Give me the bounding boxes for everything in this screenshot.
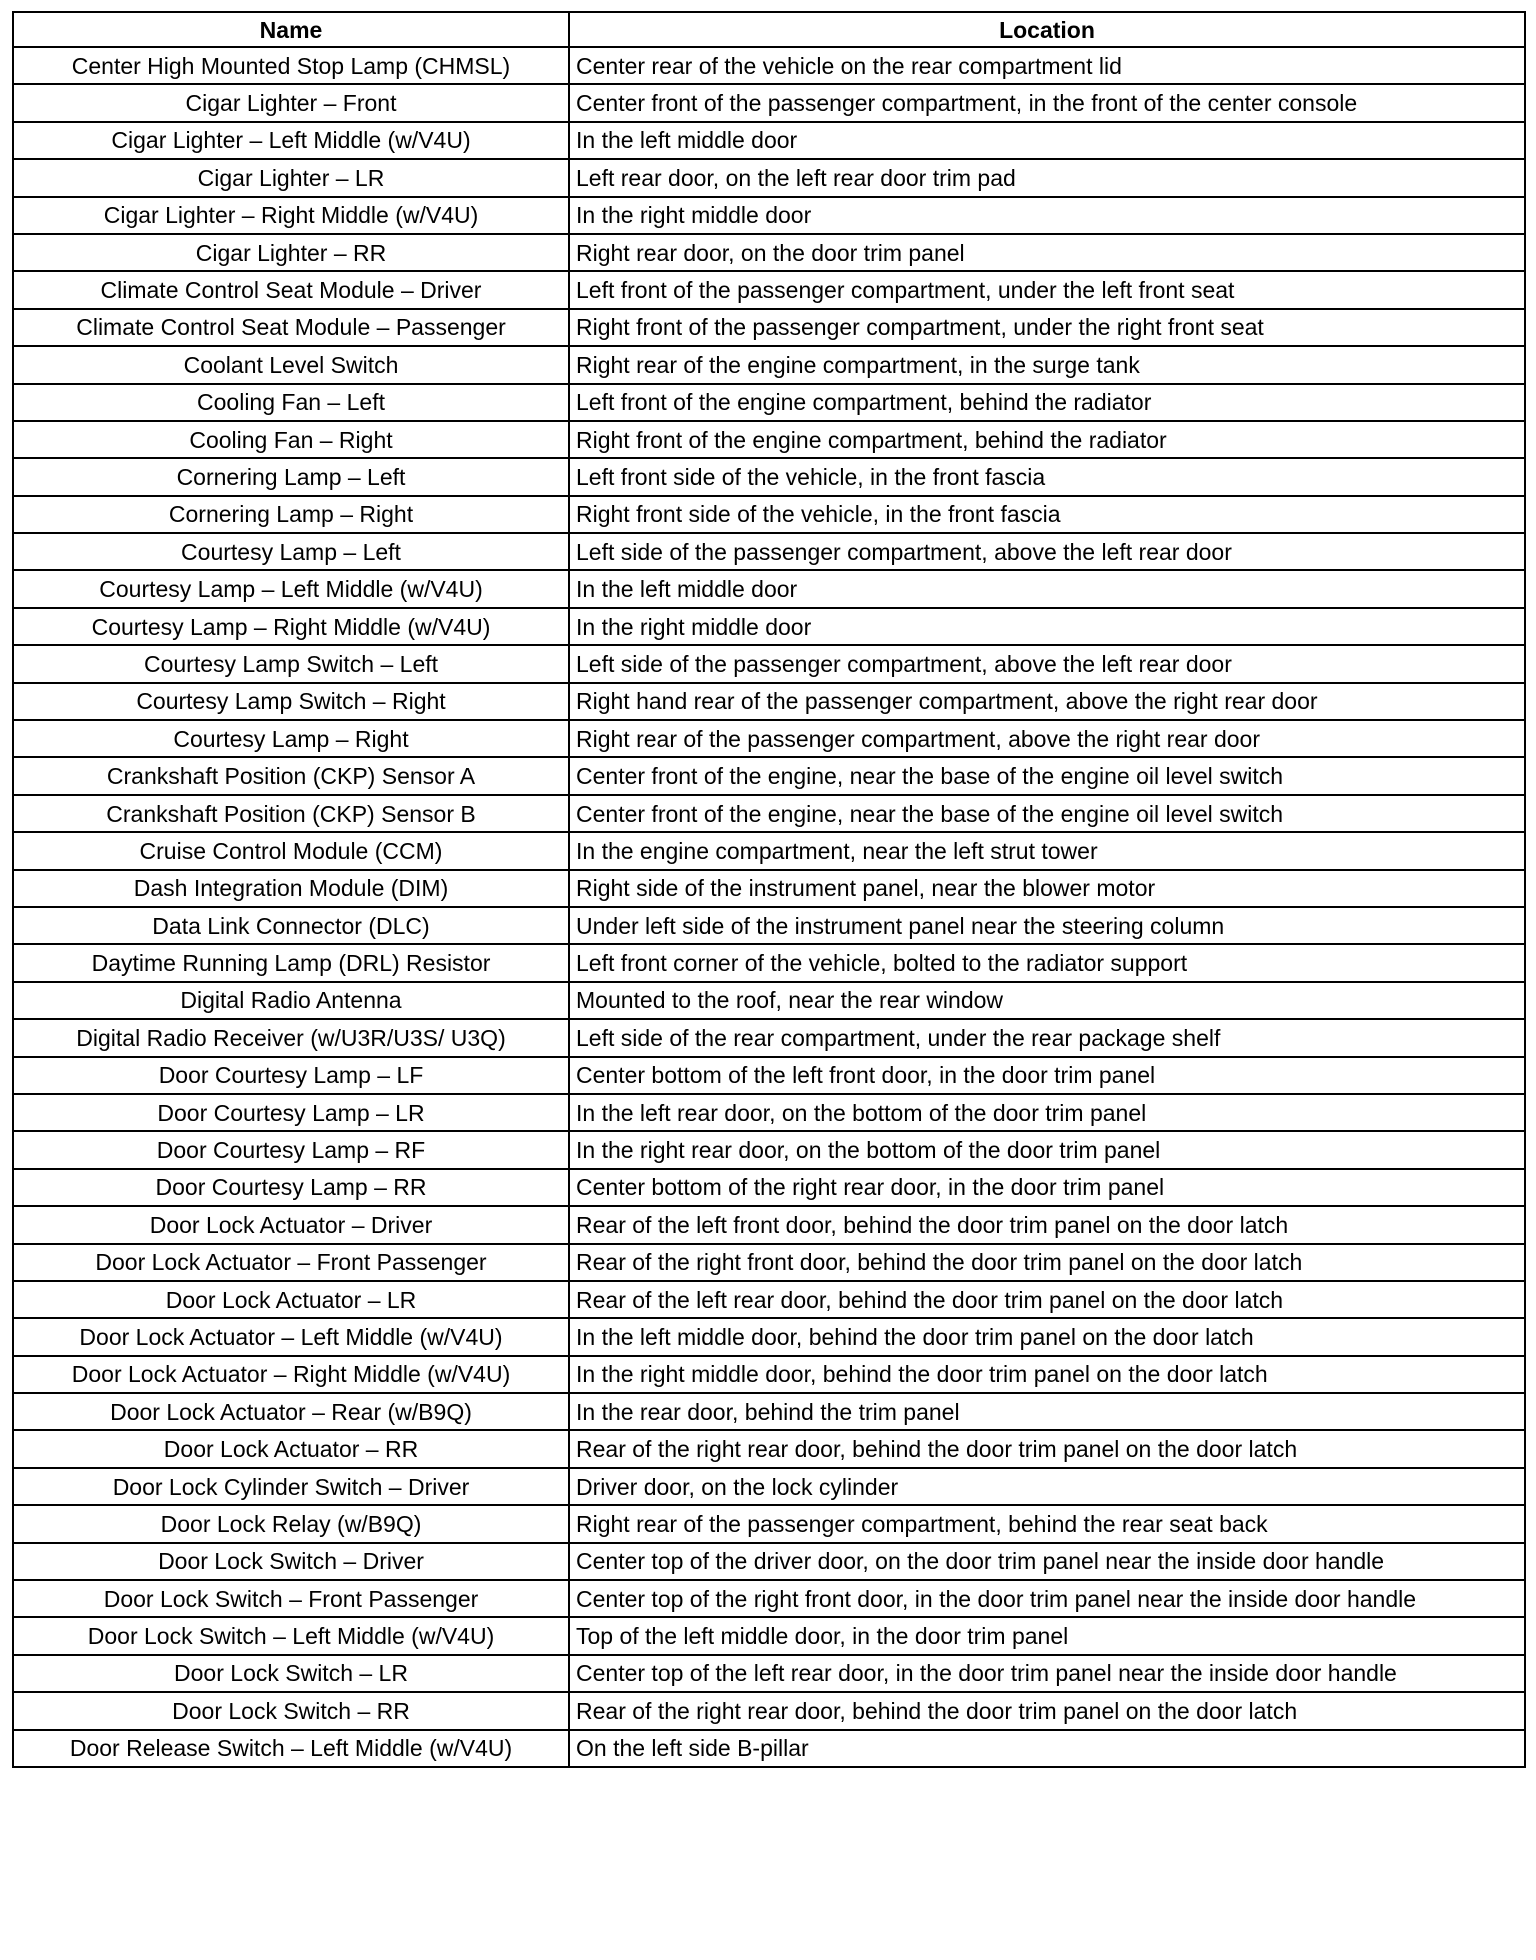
component-location-cell: Left front of the engine compartment, behind the radiator — [569, 384, 1525, 421]
component-location-cell: Rear of the left front door, behind the door trim panel on the door latch — [569, 1206, 1525, 1243]
table-row — [13, 1543, 1525, 1580]
component-name-cell: Door Courtesy Lamp – LF — [13, 1057, 569, 1094]
table-row — [13, 870, 1525, 907]
component-location-cell: In the right middle door — [569, 197, 1525, 234]
component-location-cell: Right front of the passenger compartment, under the right front seat — [569, 309, 1525, 346]
table-row — [13, 757, 1525, 794]
table-row — [13, 309, 1525, 346]
table-row — [13, 84, 1525, 121]
component-location-cell: In the rear door, behind the trim panel — [569, 1393, 1525, 1430]
component-name-cell: Cigar Lighter – Front — [13, 84, 569, 121]
component-location-cell: Rear of the right rear door, behind the door trim panel on the door latch — [569, 1430, 1525, 1467]
component-location-cell: Center top of the driver door, on the door trim panel near the inside door handle — [569, 1543, 1525, 1580]
header-name: Name — [13, 12, 569, 47]
table-row — [13, 1655, 1525, 1692]
component-location-cell: Right rear of the engine compartment, in the surge tank — [569, 346, 1525, 383]
table-row — [13, 496, 1525, 533]
component-location-cell: Right front of the engine compartment, behind the radiator — [569, 421, 1525, 458]
component-location-cell: Under left side of the instrument panel near the steering column — [569, 907, 1525, 944]
table-row — [13, 1468, 1525, 1505]
table-header — [13, 12, 1525, 47]
component-location-cell: Right rear of the passenger compartment, behind the rear seat back — [569, 1505, 1525, 1542]
table-row — [13, 1019, 1525, 1056]
component-name-cell: Cruise Control Module (CCM) — [13, 832, 569, 869]
component-location-cell: Left side of the rear compartment, under the rear package shelf — [569, 1019, 1525, 1056]
table-row — [13, 159, 1525, 196]
table-row — [13, 1318, 1525, 1355]
component-location-cell: In the left rear door, on the bottom of the door trim panel — [569, 1094, 1525, 1131]
component-location-cell: In the right middle door — [569, 608, 1525, 645]
component-location-cell: Rear of the right rear door, behind the door trim panel on the door latch — [569, 1692, 1525, 1729]
component-location-cell: In the right middle door, behind the door trim panel on the door latch — [569, 1356, 1525, 1393]
component-name-cell: Door Lock Actuator – Driver — [13, 1206, 569, 1243]
table-row — [13, 1244, 1525, 1281]
component-location-cell: Right rear of the passenger compartment, above the right rear door — [569, 720, 1525, 757]
table-row — [13, 1505, 1525, 1542]
component-location-cell: Center top of the left rear door, in the door trim panel near the inside door handle — [569, 1655, 1525, 1692]
component-location-cell: Top of the left middle door, in the door trim panel — [569, 1617, 1525, 1654]
component-name-cell: Cooling Fan – Left — [13, 384, 569, 421]
component-location-cell: Mounted to the roof, near the rear window — [569, 982, 1525, 1019]
component-name-cell: Door Lock Switch – Front Passenger — [13, 1580, 569, 1617]
component-name-cell: Door Courtesy Lamp – LR — [13, 1094, 569, 1131]
component-locator-sheet — [12, 11, 1524, 1768]
component-location-cell: Left side of the passenger compartment, above the left rear door — [569, 533, 1525, 570]
component-name-cell: Door Courtesy Lamp – RF — [13, 1131, 569, 1168]
component-name-cell: Door Lock Switch – RR — [13, 1692, 569, 1729]
component-name-cell: Digital Radio Antenna — [13, 982, 569, 1019]
component-name-cell: Data Link Connector (DLC) — [13, 907, 569, 944]
component-name-cell: Coolant Level Switch — [13, 346, 569, 383]
component-location-cell: Left rear door, on the left rear door trim pad — [569, 159, 1525, 196]
table-row — [13, 1094, 1525, 1131]
component-name-cell: Center High Mounted Stop Lamp (CHMSL) — [13, 47, 569, 84]
component-name-cell: Cigar Lighter – Left Middle (w/V4U) — [13, 122, 569, 159]
table-row — [13, 944, 1525, 981]
table-row — [13, 1206, 1525, 1243]
table-row — [13, 1430, 1525, 1467]
component-location-cell: Rear of the left rear door, behind the door trim panel on the door latch — [569, 1281, 1525, 1318]
component-name-cell: Door Lock Switch – LR — [13, 1655, 569, 1692]
table-row — [13, 421, 1525, 458]
component-name-cell: Door Courtesy Lamp – RR — [13, 1169, 569, 1206]
table-row — [13, 1580, 1525, 1617]
component-name-cell: Door Lock Switch – Driver — [13, 1543, 569, 1580]
component-name-cell: Cornering Lamp – Right — [13, 496, 569, 533]
component-location-cell: On the left side B-pillar — [569, 1730, 1525, 1767]
component-name-cell: Courtesy Lamp – Right — [13, 720, 569, 757]
component-location-cell: Right side of the instrument panel, near the blower motor — [569, 870, 1525, 907]
component-name-cell: Climate Control Seat Module – Driver — [13, 271, 569, 308]
component-name-cell: Door Release Switch – Left Middle (w/V4U) — [13, 1730, 569, 1767]
table-row — [13, 234, 1525, 271]
table-row — [13, 608, 1525, 645]
table-row — [13, 271, 1525, 308]
table-row — [13, 982, 1525, 1019]
component-name-cell: Courtesy Lamp – Left — [13, 533, 569, 570]
component-name-cell: Courtesy Lamp – Left Middle (w/V4U) — [13, 570, 569, 607]
component-name-cell: Door Lock Actuator – Rear (w/B9Q) — [13, 1393, 569, 1430]
component-name-cell: Cigar Lighter – Right Middle (w/V4U) — [13, 197, 569, 234]
component-location-cell: Center front of the engine, near the base of the engine oil level switch — [569, 757, 1525, 794]
table-row — [13, 1131, 1525, 1168]
component-name-cell: Door Lock Actuator – Front Passenger — [13, 1244, 569, 1281]
component-location-cell: Center front of the passenger compartment, in the front of the center console — [569, 84, 1525, 121]
table-row — [13, 47, 1525, 84]
component-name-cell: Door Lock Actuator – Right Middle (w/V4U) — [13, 1356, 569, 1393]
table-row — [13, 197, 1525, 234]
component-name-cell: Courtesy Lamp – Right Middle (w/V4U) — [13, 608, 569, 645]
component-location-cell: Rear of the right front door, behind the door trim panel on the door latch — [569, 1244, 1525, 1281]
component-location-cell: Right hand rear of the passenger compartment, above the right rear door — [569, 683, 1525, 720]
component-location-cell: Left front corner of the vehicle, bolted to the radiator support — [569, 944, 1525, 981]
component-location-cell: Center rear of the vehicle on the rear compartment lid — [569, 47, 1525, 84]
component-location-cell: Left side of the passenger compartment, above the left rear door — [569, 645, 1525, 682]
component-name-cell: Crankshaft Position (CKP) Sensor B — [13, 795, 569, 832]
header-location: Location — [569, 12, 1525, 47]
component-location-cell: Center front of the engine, near the base of the engine oil level switch — [569, 795, 1525, 832]
component-name-cell: Crankshaft Position (CKP) Sensor A — [13, 757, 569, 794]
component-name-cell: Daytime Running Lamp (DRL) Resistor — [13, 944, 569, 981]
table-row — [13, 907, 1525, 944]
table-row — [13, 570, 1525, 607]
component-name-cell: Cigar Lighter – RR — [13, 234, 569, 271]
table-row — [13, 458, 1525, 495]
component-name-cell: Courtesy Lamp Switch – Right — [13, 683, 569, 720]
table-row — [13, 645, 1525, 682]
component-name-cell: Door Lock Cylinder Switch – Driver — [13, 1468, 569, 1505]
component-name-cell: Door Lock Relay (w/B9Q) — [13, 1505, 569, 1542]
table-row — [13, 795, 1525, 832]
component-name-cell: Courtesy Lamp Switch – Left — [13, 645, 569, 682]
component-location-table — [12, 11, 1526, 1768]
component-location-cell: Center top of the right front door, in the door trim panel near the inside door handle — [569, 1580, 1525, 1617]
component-name-cell: Cooling Fan – Right — [13, 421, 569, 458]
table-row — [13, 832, 1525, 869]
component-location-cell: Right rear door, on the door trim panel — [569, 234, 1525, 271]
component-name-cell: Door Lock Actuator – LR — [13, 1281, 569, 1318]
component-name-cell: Door Lock Actuator – Left Middle (w/V4U) — [13, 1318, 569, 1355]
table-row — [13, 346, 1525, 383]
table-row — [13, 1617, 1525, 1654]
component-location-cell: In the left middle door, behind the door trim panel on the door latch — [569, 1318, 1525, 1355]
component-location-cell: In the right rear door, on the bottom of the door trim panel — [569, 1131, 1525, 1168]
table-body — [13, 47, 1525, 1767]
table-row — [13, 1393, 1525, 1430]
component-name-cell: Cornering Lamp – Left — [13, 458, 569, 495]
component-location-cell: Left front side of the vehicle, in the front fascia — [569, 458, 1525, 495]
component-name-cell: Climate Control Seat Module – Passenger — [13, 309, 569, 346]
component-location-cell: Center bottom of the left front door, in the door trim panel — [569, 1057, 1525, 1094]
table-row — [13, 122, 1525, 159]
table-row — [13, 1692, 1525, 1729]
table-row — [13, 384, 1525, 421]
component-location-cell: Driver door, on the lock cylinder — [569, 1468, 1525, 1505]
table-row — [13, 720, 1525, 757]
header-row — [13, 12, 1525, 47]
component-name-cell: Dash Integration Module (DIM) — [13, 870, 569, 907]
table-row — [13, 683, 1525, 720]
component-location-cell: In the left middle door — [569, 122, 1525, 159]
component-location-cell: Center bottom of the right rear door, in the door trim panel — [569, 1169, 1525, 1206]
component-name-cell: Digital Radio Receiver (w/U3R/U3S/ U3Q) — [13, 1019, 569, 1056]
component-name-cell: Door Lock Actuator – RR — [13, 1430, 569, 1467]
component-location-cell: In the left middle door — [569, 570, 1525, 607]
table-row — [13, 533, 1525, 570]
component-location-cell: In the engine compartment, near the left strut tower — [569, 832, 1525, 869]
component-name-cell: Door Lock Switch – Left Middle (w/V4U) — [13, 1617, 569, 1654]
table-row — [13, 1730, 1525, 1767]
table-row — [13, 1281, 1525, 1318]
table-row — [13, 1169, 1525, 1206]
component-location-cell: Right front side of the vehicle, in the front fascia — [569, 496, 1525, 533]
table-row — [13, 1356, 1525, 1393]
component-location-cell: Left front of the passenger compartment, under the left front seat — [569, 271, 1525, 308]
component-name-cell: Cigar Lighter – LR — [13, 159, 569, 196]
table-row — [13, 1057, 1525, 1094]
